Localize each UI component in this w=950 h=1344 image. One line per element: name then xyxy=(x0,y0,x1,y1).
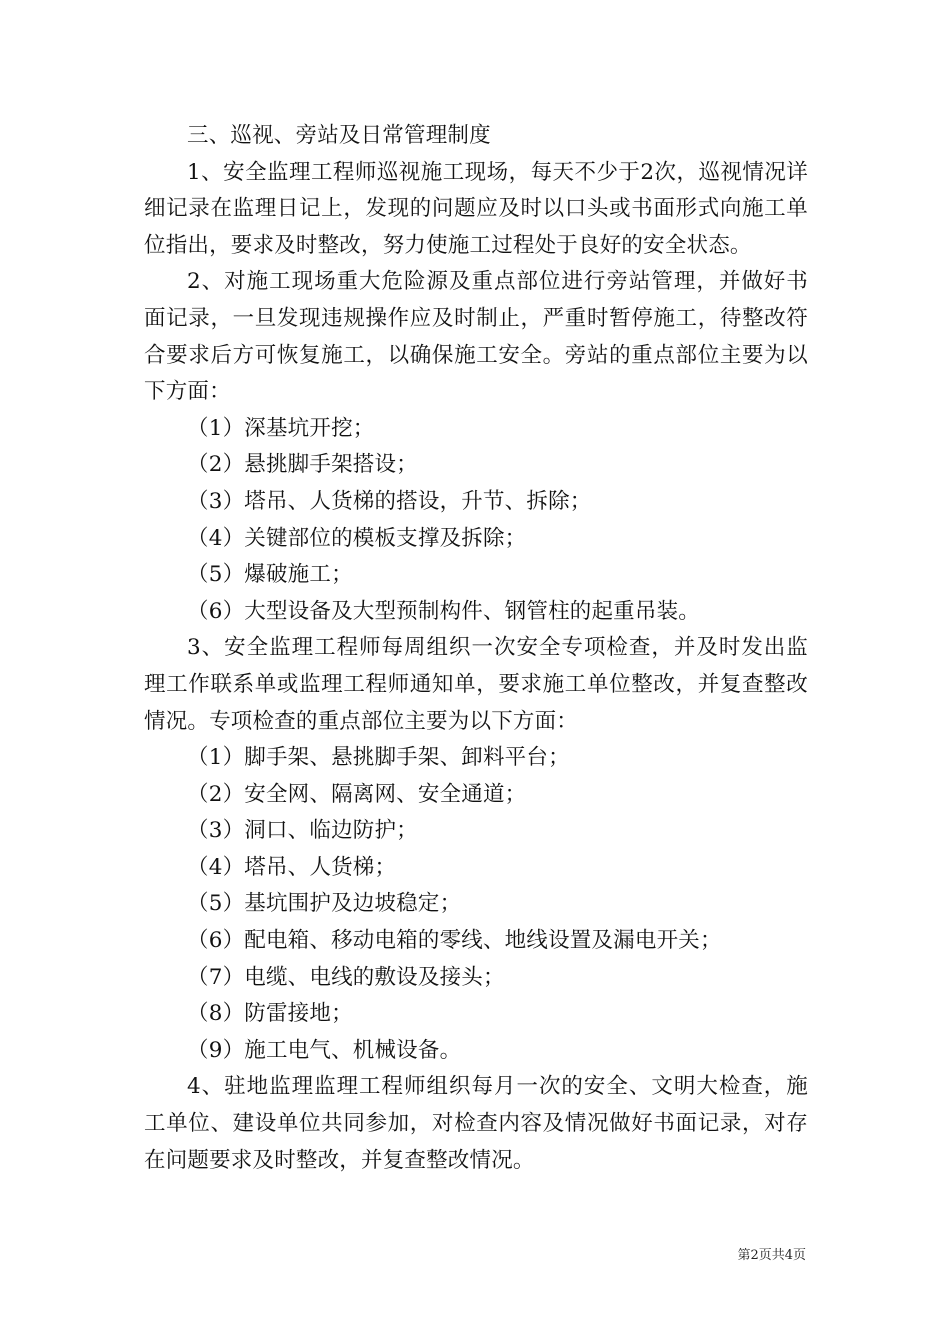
list-item: （3）洞口、临边防护； xyxy=(187,818,418,844)
paragraph-2: 2、对施工现场重大危险源及重点部位进行旁站管理，并做好书面记录，一旦发现违规操作应及时制止，严重时暂停施工，待整改符合要求后方可恢复施工，以确保施工安全。旁站的重点部位主要为以下方面： xyxy=(144,269,808,405)
list-item: （5）基坑围护及边坡稳定； xyxy=(187,891,462,917)
list-item: （7）电缆、电线的敷设及接头； xyxy=(187,964,505,990)
paragraph-4: 4、驻地监理监理工程师组织每月一次的安全、文明大检查，施工单位、建设单位共同参加，对检查内容及情况做好书面记录，对存在问题要求及时整改，并复查整改情况。 xyxy=(144,1074,808,1173)
list-item: （1）深基坑开挖； xyxy=(187,415,375,441)
list-item: （2）悬挑脚手架搭设； xyxy=(187,452,418,478)
list-item: （5）爆破施工； xyxy=(187,562,353,588)
list-item: （8）防雷接地； xyxy=(187,1001,353,1027)
list-item: （3）塔吊、人货梯的搭设，升节、拆除； xyxy=(187,488,592,514)
section-title: 三、巡视、旁站及日常管理制度 xyxy=(187,123,491,148)
list-item: （2）安全网、隔离网、安全通道； xyxy=(187,781,527,807)
paragraph-1: 1、安全监理工程师巡视施工现场，每天不少于2次，巡视情况详细记录在监理日记上，发现的问题应及时以口头或书面形式向施工单位指出，要求及时整改，努力使施工过程处于良好的安全状态。 xyxy=(144,159,808,258)
page-footer-indicator: 第2页共4页 xyxy=(737,1248,806,1263)
list-item: （9）施工电气、机械设备。 xyxy=(187,1037,462,1063)
list-item: （1）脚手架、悬挑脚手架、卸料平台； xyxy=(187,745,570,771)
paragraph-3: 3、安全监理工程师每周组织一次安全专项检查，并及时发出监理工作联系单或监理工程师通知单，要求施工单位整改，并复查整改情况。专项检查的重点部位主要为以下方面： xyxy=(144,635,808,734)
list-item: （6）大型设备及大型预制构件、钢管柱的起重吊装。 xyxy=(187,598,700,624)
list-item: （6）配电箱、移动电箱的零线、地线设置及漏电开关； xyxy=(187,928,722,954)
document-body xyxy=(144,118,808,1179)
list-item: （4）塔吊、人货梯； xyxy=(187,854,397,880)
list-item: （4）关键部位的模板支撑及拆除； xyxy=(187,525,527,551)
